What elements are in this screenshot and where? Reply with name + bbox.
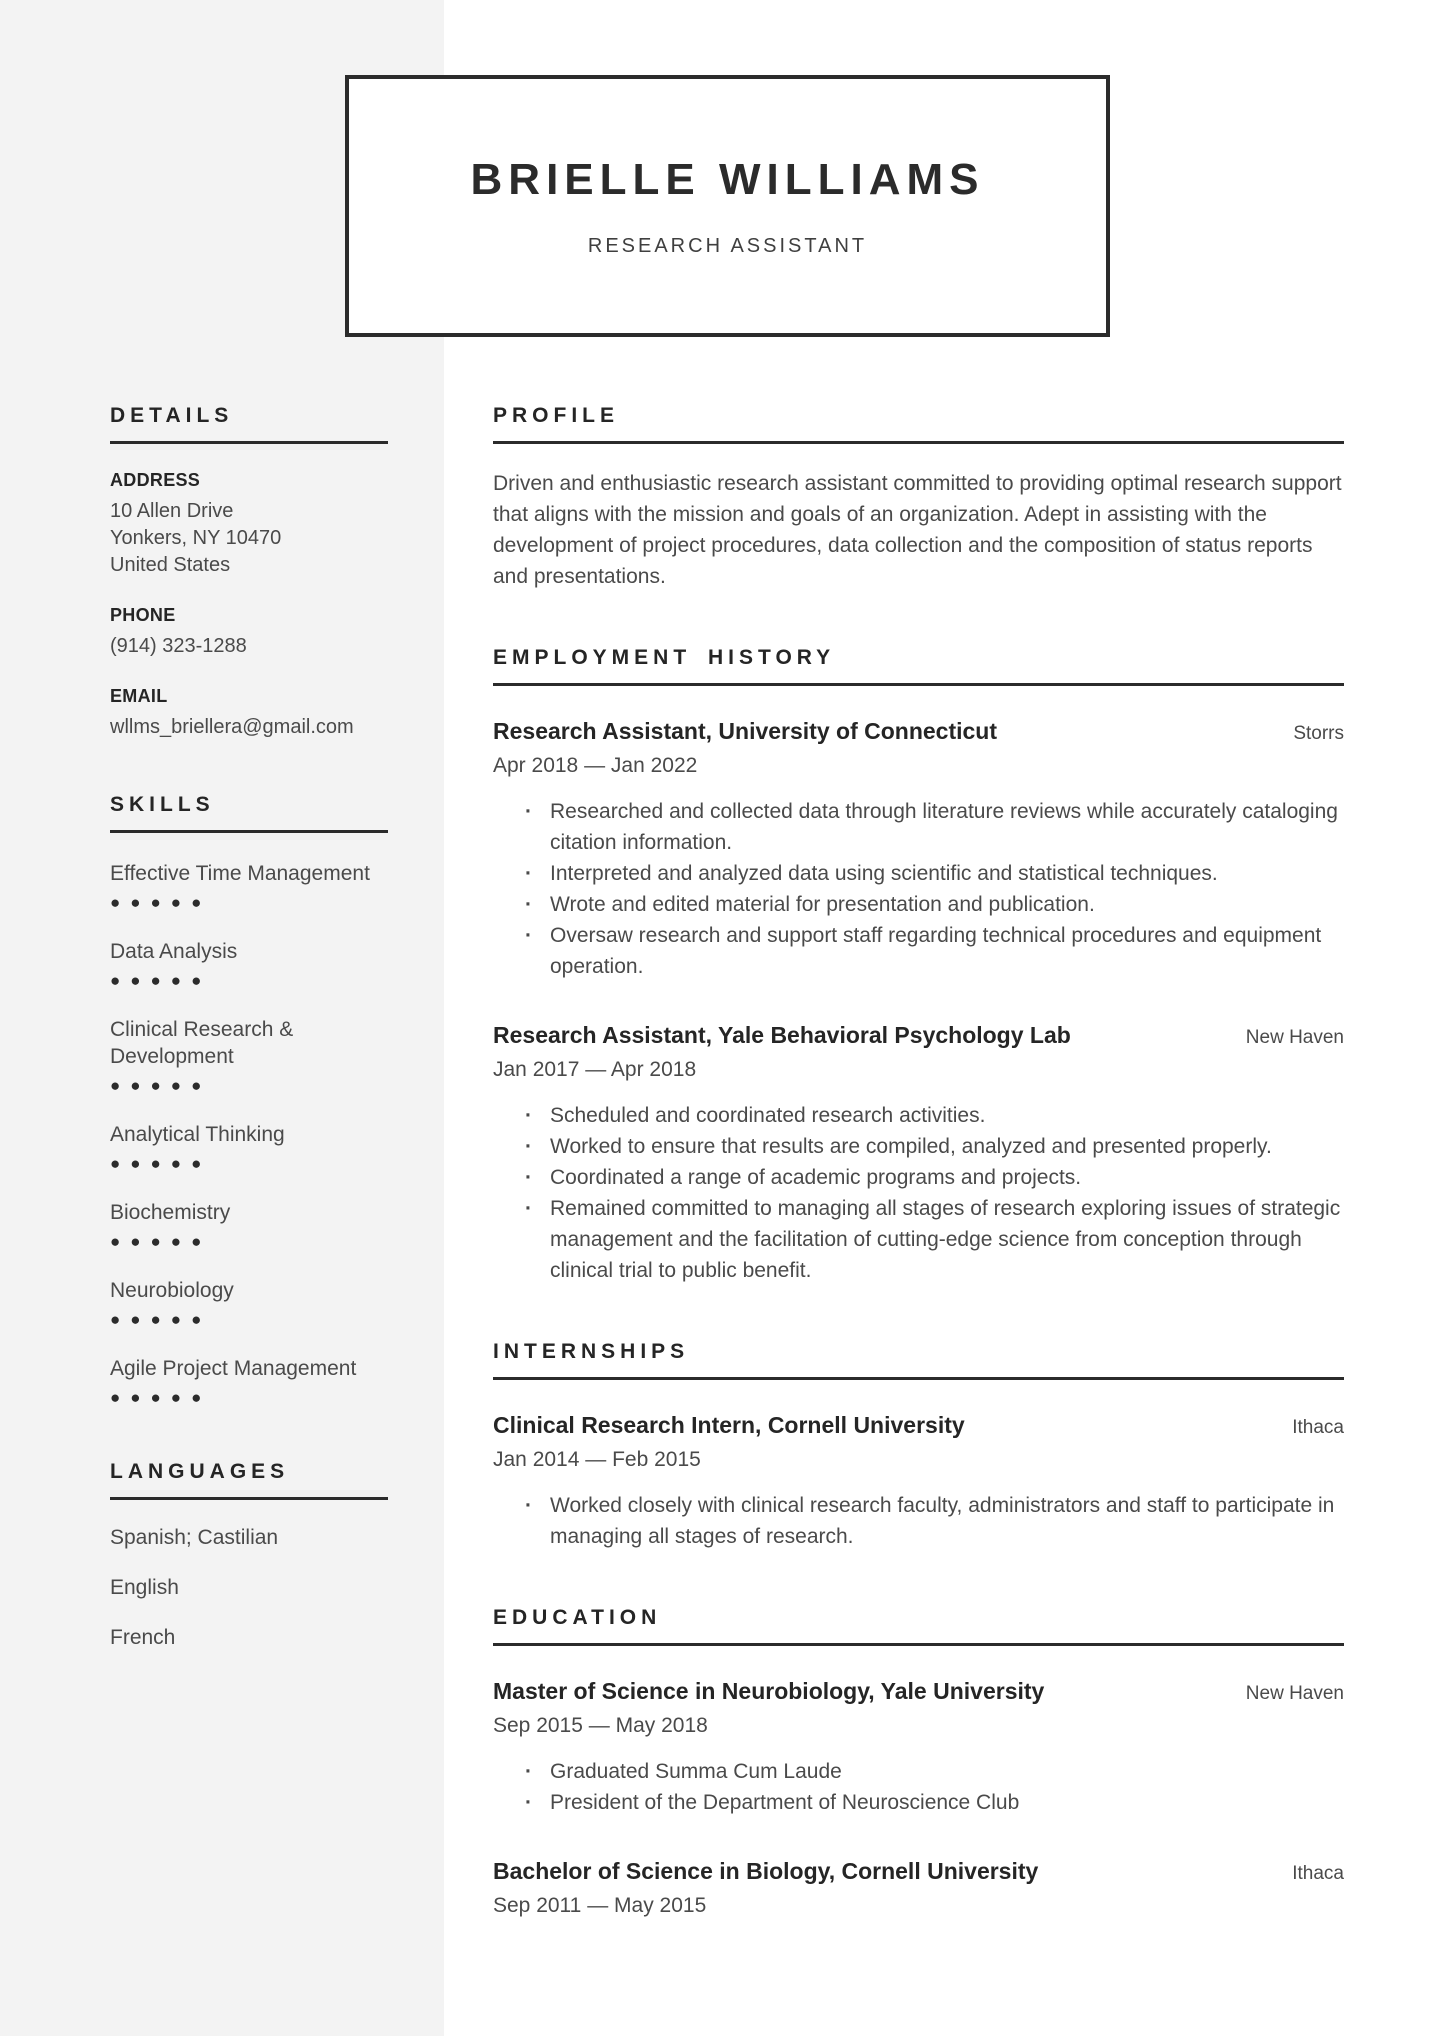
internships-heading: INTERNSHIPS [493, 1340, 690, 1363]
bullet-item [493, 1100, 1344, 1131]
entry-dates: Apr 2018 — Jan 2022 [493, 754, 698, 777]
skills-rule [110, 830, 388, 833]
bullet-text: Worked closely with clinical research faculty, administrators and staff to participate in managing all stages of research. [550, 1494, 1335, 1548]
bullet-text: Interpreted and analyzed data using scientific and statistical techniques. [550, 862, 1218, 885]
phone-label: PHONE [110, 605, 176, 625]
skills-heading: SKILLS [110, 793, 215, 816]
education-heading: EDUCATION [493, 1606, 662, 1629]
skill-item [110, 1199, 410, 1250]
languages-section [110, 1460, 410, 1650]
entry-dates: Sep 2011 — May 2015 [493, 1894, 707, 1917]
internships-rule [493, 1377, 1344, 1380]
language-item: French [110, 1626, 176, 1649]
address-line: United States [110, 554, 231, 576]
languages-list [110, 1526, 410, 1650]
details-rule [110, 441, 388, 444]
profile-text: Driven and enthusiastic research assistant committed to providing optimal research support that aligns with the mission and goals of an organization. Adept in assisting with the development of project procedures, data collection and the composition of status reports and presentations. [493, 472, 1342, 588]
entry-dates: Jan 2014 — Feb 2015 [493, 1448, 701, 1471]
entry-bullets [493, 1490, 1344, 1552]
education-section [493, 1606, 1344, 1918]
main-column [493, 404, 1344, 1936]
bullet-item [493, 920, 1344, 982]
entry-dates: Jan 2017 — Apr 2018 [493, 1058, 697, 1081]
entry-header [493, 718, 1344, 745]
entry-title: Research Assistant, Yale Behavioral Psychology Lab [493, 1022, 1071, 1048]
entry-city: Storrs [1293, 723, 1344, 744]
employment-rule [493, 683, 1344, 686]
employment-entry [493, 1022, 1344, 1286]
bullet-item [493, 889, 1344, 920]
entry-title: Research Assistant, University of Connecticut [493, 718, 998, 744]
language-item: English [110, 1576, 179, 1599]
phone-value: (914) 323-1288 [110, 635, 247, 657]
address-line: 10 Allen Drive [110, 500, 234, 522]
skill-item [110, 1121, 410, 1172]
skill-name: Biochemistry [110, 1201, 231, 1224]
internship-entry [493, 1412, 1344, 1552]
bullet-text: Researched and collected data through literature reviews while accurately cataloging citation information. [550, 800, 1338, 854]
education-entry [493, 1858, 1344, 1918]
bullet-item [493, 796, 1344, 858]
employment-section [493, 646, 1344, 1286]
skills-section [110, 793, 410, 1406]
skill-item [110, 860, 410, 911]
entry-city: New Haven [1245, 1027, 1344, 1048]
bullet-item [493, 1193, 1344, 1286]
entry-bullets [493, 796, 1344, 982]
skill-name: Neurobiology [110, 1279, 234, 1302]
entry-header [493, 1412, 1344, 1439]
entry-title: Master of Science in Neurobiology, Yale University [493, 1678, 1045, 1704]
skill-name: Effective Time Management [110, 862, 370, 885]
bullet-text: Wrote and edited material for presentation and publication. [550, 893, 1095, 916]
skill-name: Analytical Thinking [110, 1123, 285, 1146]
profile-heading: PROFILE [493, 404, 620, 427]
email-label: EMAIL [110, 686, 168, 706]
entry-header [493, 1858, 1344, 1885]
employment-entries [493, 718, 1344, 1286]
skills-list [110, 860, 410, 1406]
internships-section [493, 1340, 1344, 1552]
bullet-item [493, 1490, 1344, 1552]
languages-heading: LANGUAGES [110, 1460, 290, 1483]
entry-bullets [493, 1100, 1344, 1286]
address-label: ADDRESS [110, 470, 201, 490]
skill-rating-dots: ●●●●● [110, 971, 212, 990]
details-section [110, 404, 410, 741]
bullet-item [493, 1131, 1344, 1162]
profile-rule [493, 441, 1344, 444]
skill-item [110, 1016, 410, 1094]
skill-name: Agile Project Management [110, 1357, 357, 1380]
employment-heading: EMPLOYMENT HISTORY [493, 646, 836, 669]
skill-item [110, 1355, 410, 1406]
entry-header [493, 1678, 1344, 1705]
language-item: Spanish; Castilian [110, 1526, 279, 1549]
employment-entry [493, 718, 1344, 982]
education-rule [493, 1643, 1344, 1646]
profile-section [493, 404, 1344, 592]
entry-header [493, 1022, 1344, 1049]
skill-rating-dots: ●●●●● [110, 1310, 212, 1329]
skill-rating-dots: ●●●●● [110, 1232, 212, 1251]
skill-item [110, 938, 410, 989]
email-value: wllms_briellera@gmail.com [110, 716, 354, 738]
skill-name: Data Analysis [110, 940, 238, 963]
skill-rating-dots: ●●●●● [110, 893, 212, 912]
languages-rule [110, 1497, 388, 1500]
education-entries [493, 1678, 1344, 1918]
header-box [345, 75, 1110, 337]
skill-rating-dots: ●●●●● [110, 1076, 212, 1095]
skill-rating-dots: ●●●●● [110, 1154, 212, 1173]
entry-title: Bachelor of Science in Biology, Cornell University [493, 1858, 1039, 1884]
details-heading: DETAILS [110, 404, 234, 427]
entry-city: Ithaca [1292, 1417, 1344, 1438]
skill-rating-dots: ●●●●● [110, 1388, 212, 1407]
bullet-text: Scheduled and coordinated research activities. [550, 1104, 986, 1127]
address-line: Yonkers, NY 10470 [110, 527, 282, 549]
education-entry [493, 1678, 1344, 1818]
skill-name: Clinical Research & Development [110, 1018, 294, 1068]
bullet-text: Oversaw research and support staff regarding technical procedures and equipment operation. [550, 924, 1322, 978]
entry-city: New Haven [1245, 1683, 1344, 1704]
entry-city: Ithaca [1292, 1863, 1344, 1884]
bullet-item [493, 1756, 1344, 1787]
skill-item [110, 1277, 410, 1328]
address-value [110, 498, 410, 579]
bullet-text: Remained committed to managing all stages of research exploring issues of strategic management and the facilitation of cutting-edge science from conception through clinical trial to public benefit. [550, 1197, 1341, 1282]
bullet-text: Coordinated a range of academic programs and projects. [550, 1166, 1082, 1189]
entry-dates: Sep 2015 — May 2018 [493, 1714, 708, 1737]
bullet-item [493, 1162, 1344, 1193]
candidate-name: BRIELLE WILLIAMS [470, 154, 985, 204]
bullet-item [493, 1787, 1344, 1818]
bullet-text: Graduated Summa Cum Laude [550, 1760, 842, 1783]
entry-bullets [493, 1756, 1344, 1818]
entry-title: Clinical Research Intern, Cornell University [493, 1412, 965, 1438]
bullet-item [493, 858, 1344, 889]
internship-entries [493, 1412, 1344, 1552]
bullet-text: President of the Department of Neuroscience Club [550, 1791, 1020, 1814]
bullet-text: Worked to ensure that results are compiled, analyzed and presented properly. [550, 1135, 1272, 1158]
candidate-job-title: RESEARCH ASSISTANT [587, 234, 868, 257]
sidebar [110, 404, 410, 1650]
